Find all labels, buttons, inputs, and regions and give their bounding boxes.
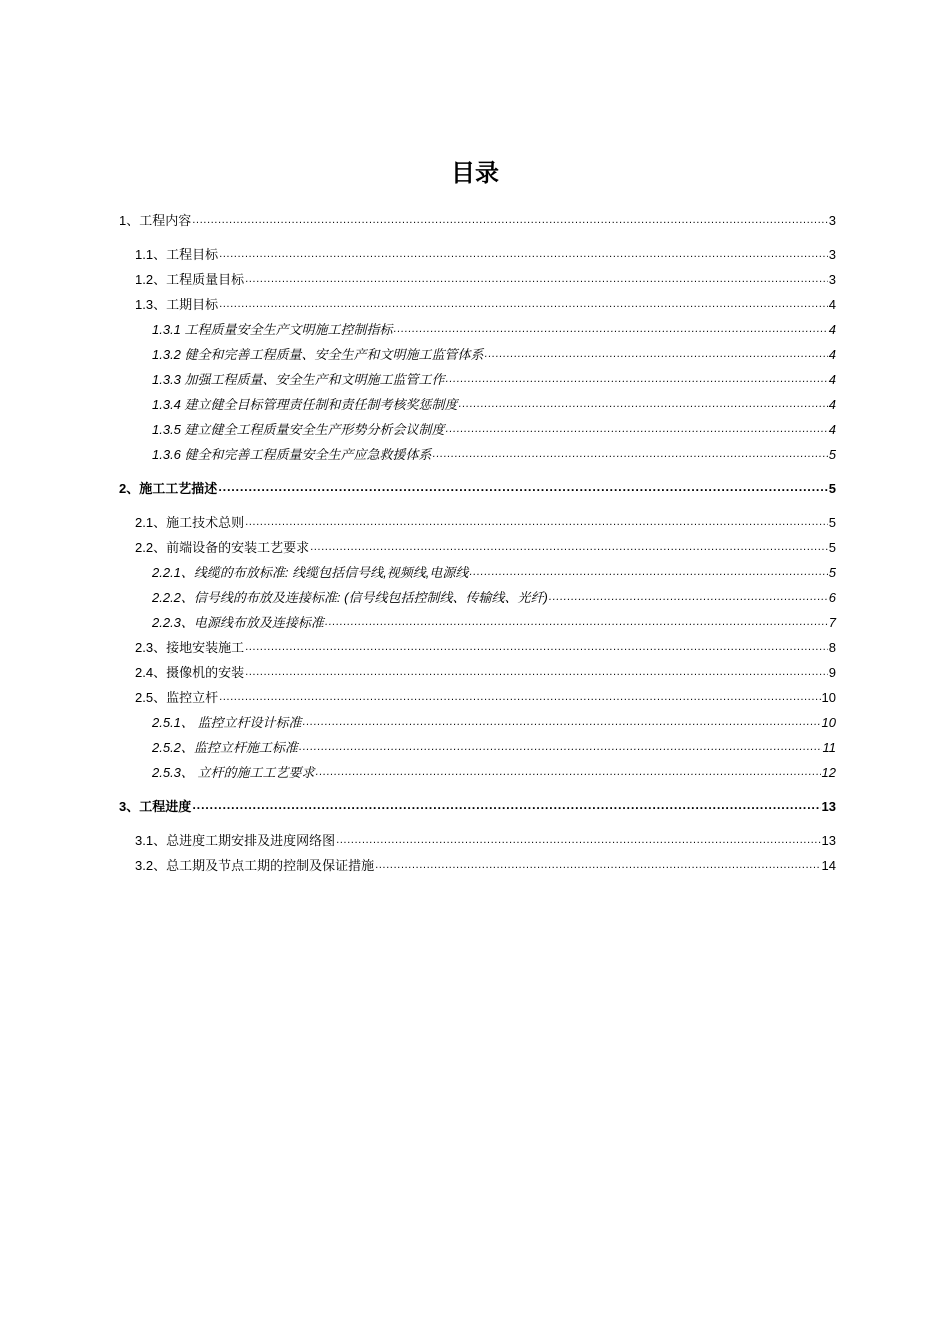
toc-entry-3[interactable]: [119, 798, 836, 816]
toc-page-number: 3: [828, 247, 836, 262]
toc-leader-dots: [433, 446, 828, 464]
toc-leader-dots: [245, 271, 828, 289]
toc-entry-1-3[interactable]: [135, 296, 836, 314]
toc-entry-text: 1.3.5 建立健全工程质量安全生产形势分析会议制度: [152, 422, 445, 437]
toc-page-number: 4: [828, 347, 836, 362]
toc-entry-text: 2.5、监控立杆: [135, 690, 219, 705]
toc-entry-text: 3、工程进度: [119, 799, 192, 814]
toc-entry-text: 1.3.6 健全和完善工程质量安全生产应急救援体系: [152, 447, 432, 462]
toc-entry-1-2[interactable]: [135, 271, 836, 289]
toc-entry-2-5-3[interactable]: [152, 764, 836, 782]
toc-entry-text: 2、施工工艺描述: [119, 481, 218, 496]
toc-leader-dots: [394, 321, 828, 339]
toc-page-number: 4: [828, 322, 836, 337]
toc-entry-2-5[interactable]: [135, 689, 836, 707]
toc-leader-dots: [219, 296, 828, 314]
toc-entry-3-2[interactable]: [135, 857, 836, 875]
toc-leader-dots: [303, 714, 821, 732]
toc-entry-1-3-4[interactable]: [152, 396, 836, 414]
toc-leader-dots: [192, 798, 820, 816]
toc-entry-text: 2.3、接地安装施工: [135, 640, 245, 655]
toc-entry-2-2-3[interactable]: [152, 614, 836, 632]
toc-leader-dots: [469, 564, 827, 582]
toc-page-number: 14: [821, 858, 836, 873]
toc-leader-dots: [245, 639, 828, 657]
toc-entry-text: 1.1、工程目标: [135, 247, 219, 262]
toc-entry-2-1[interactable]: [135, 514, 836, 532]
toc-page-number: 10: [821, 690, 836, 705]
toc-entry-1-3-1[interactable]: [152, 321, 836, 339]
toc-page-number: 4: [828, 422, 836, 437]
toc-leader-dots: [219, 689, 820, 707]
toc-entry-text: 2.4、摄像机的安装: [135, 665, 245, 680]
toc-entry-text: 2.2、前端设备的安装工艺要求: [135, 540, 310, 555]
toc-leader-dots: [336, 832, 820, 850]
toc-entry-text: 2.2.1、线缆的布放标准: 线缆包括信号线,视频线,电源线: [152, 565, 469, 580]
toc-page-number: 11: [822, 740, 836, 755]
toc-entry-1-1[interactable]: [135, 246, 836, 264]
toc-leader-dots: [446, 371, 828, 389]
toc-entry-text: 1.3.2 健全和完善工程质量、安全生产和文明施工监管体系: [152, 347, 484, 362]
toc-entry-text: 3.2、总工期及节点工期的控制及保证措施: [135, 858, 375, 873]
toc-leader-dots: [310, 539, 828, 557]
toc-page-number: 7: [828, 615, 836, 630]
toc-page-number: 5: [828, 540, 836, 555]
toc-entry-1-3-3[interactable]: [152, 371, 836, 389]
toc-leader-dots: [459, 396, 828, 414]
toc-leader-dots: [325, 614, 828, 632]
toc-entry-text: 2.2.3、电源线布放及连接标准: [152, 615, 324, 630]
toc-page-number: 4: [828, 372, 836, 387]
toc-entry-text: 2.5.3、 立杆的施工工艺要求: [152, 765, 315, 780]
toc-entry-text: 2.1、施工技术总则: [135, 515, 245, 530]
toc-leader-dots: [299, 739, 822, 757]
toc-leader-dots: [485, 346, 828, 364]
toc-entry-1-3-5[interactable]: [152, 421, 836, 439]
toc-entry-text: 1.3.1 工程质量安全生产文明施工控制指标: [152, 322, 393, 337]
toc-entry-text: 1.3.3 加强工程质量、安全生产和文明施工监管工作: [152, 372, 445, 387]
toc-page-number: 5: [828, 447, 836, 462]
toc-entry-2-4[interactable]: [135, 664, 836, 682]
toc-leader-dots: [245, 514, 828, 532]
toc-page-number: 3: [828, 213, 836, 228]
toc-title: 目录: [451, 159, 499, 187]
toc-entry-text: 3.1、总进度工期安排及进度网络图: [135, 833, 336, 848]
toc-page-number: 4: [828, 397, 836, 412]
toc-page-number: 9: [828, 665, 836, 680]
toc-page-number: 5: [828, 565, 836, 580]
toc-entry-2-2[interactable]: [135, 539, 836, 557]
toc-entry-text: 1.2、工程质量目标: [135, 272, 245, 287]
toc-leader-dots: [549, 589, 828, 607]
toc-leader-dots: [218, 480, 828, 498]
toc-entry-text: 1、工程内容: [119, 213, 192, 228]
toc-entry-1-3-6[interactable]: [152, 446, 836, 464]
toc-leader-dots: [245, 664, 828, 682]
toc-page-number: 5: [828, 515, 836, 530]
toc-page-number: 6: [828, 590, 836, 605]
toc-entry-1[interactable]: [119, 212, 836, 230]
toc-entry-text: 2.5.2、监控立杆施工标准: [152, 740, 298, 755]
toc-page-number: 8: [828, 640, 836, 655]
toc-page-number: 12: [821, 765, 836, 780]
toc-entry-text: 2.5.1、 监控立杆设计标准: [152, 715, 302, 730]
toc-entry-text: 2.2.2、信号线的布放及连接标准: (信号线包括控制线、传输线、光纤): [152, 590, 548, 605]
toc-page-number: 13: [821, 799, 836, 814]
toc-entry-2-2-2[interactable]: [152, 589, 836, 607]
toc-leader-dots: [375, 857, 820, 875]
toc-page-number: 10: [821, 715, 836, 730]
toc-leader-dots: [446, 421, 828, 439]
toc-page-number: 13: [821, 833, 836, 848]
toc-leader-dots: [192, 212, 828, 230]
toc-leader-dots: [219, 246, 828, 264]
toc-page-number: 4: [828, 297, 836, 312]
toc-entry-2-5-2[interactable]: [152, 739, 836, 757]
toc-entry-2[interactable]: [119, 480, 836, 498]
toc-leader-dots: [316, 764, 821, 782]
toc-entry-2-3[interactable]: [135, 639, 836, 657]
toc-entry-2-5-1[interactable]: [152, 714, 836, 732]
toc-page-number: 3: [828, 272, 836, 287]
toc-entry-1-3-2[interactable]: [152, 346, 836, 364]
toc-entry-3-1[interactable]: [135, 832, 836, 850]
toc-entry-text: 1.3.4 建立健全目标管理责任制和责任制考核奖惩制度: [152, 397, 458, 412]
toc-page-number: 5: [828, 481, 836, 496]
toc-entry-2-2-1[interactable]: [152, 564, 836, 582]
toc-entry-text: 1.3、工期目标: [135, 297, 219, 312]
